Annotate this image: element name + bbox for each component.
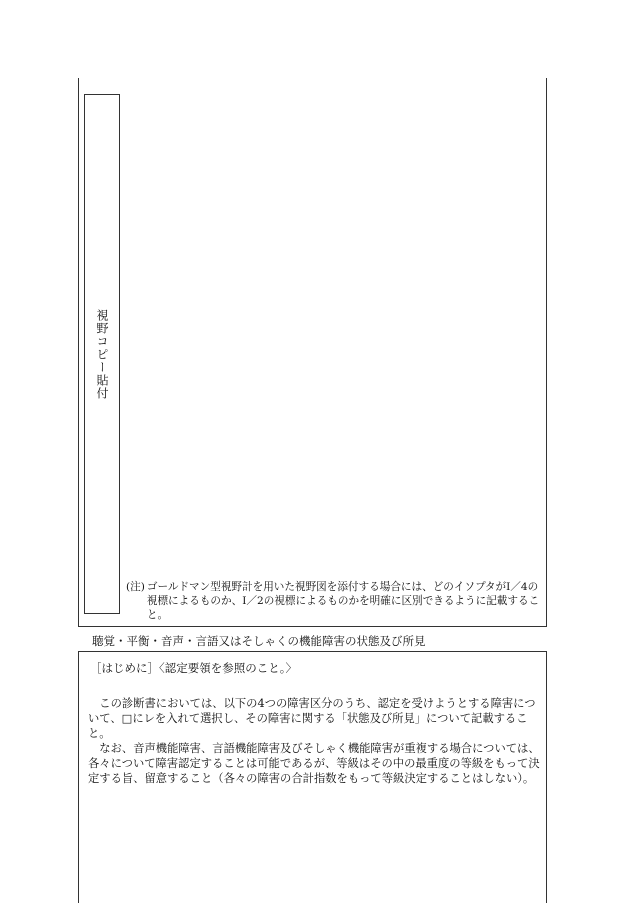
section-heading: 聴覚・平衡・音声・言語又はそしゃくの機能障害の状態及び所見 xyxy=(92,634,426,648)
lower-frame-left-border xyxy=(78,651,79,903)
note-mark: (注) xyxy=(126,581,145,593)
lower-frame-right-border xyxy=(546,651,547,903)
visual-field-note xyxy=(126,580,546,622)
lower-frame-top-border xyxy=(78,651,547,652)
note-text: ゴールドマン型視野計を用いた視野図を添付する場合には、どのイソプタがⅠ／4の視標によるものか、Ⅰ／2の視標によるものかを明確に区別できるように記載すること。 xyxy=(146,581,540,621)
upper-frame-right-border xyxy=(546,78,547,626)
visual-field-label: 視野コピー貼付 xyxy=(95,308,109,400)
upper-frame-bottom-border xyxy=(78,626,547,627)
intro-heading: ［はじめに］〈認定要領を参照のこと。〉 xyxy=(90,661,297,675)
intro-paragraph-2: なお、音声機能障害、言語機能障害及びそしゃく機能障害が重複する場合については、各々について障害認定することは可能であるが、等級はその中の最重度の等級をもって決定する旨、留意すること（各々の障害の合計指数をもって等級決定することはしない）。 xyxy=(88,742,540,785)
visual-field-label-cell xyxy=(84,94,120,614)
upper-frame-left-border xyxy=(78,78,79,626)
intro-paragraph-1: この診断書においては、以下の4つの障害区分のうち、認定を受けようとする障害について、□にレを入れて選択し、その障害に関する「状態及び所見」について記載すること。 xyxy=(88,697,536,740)
